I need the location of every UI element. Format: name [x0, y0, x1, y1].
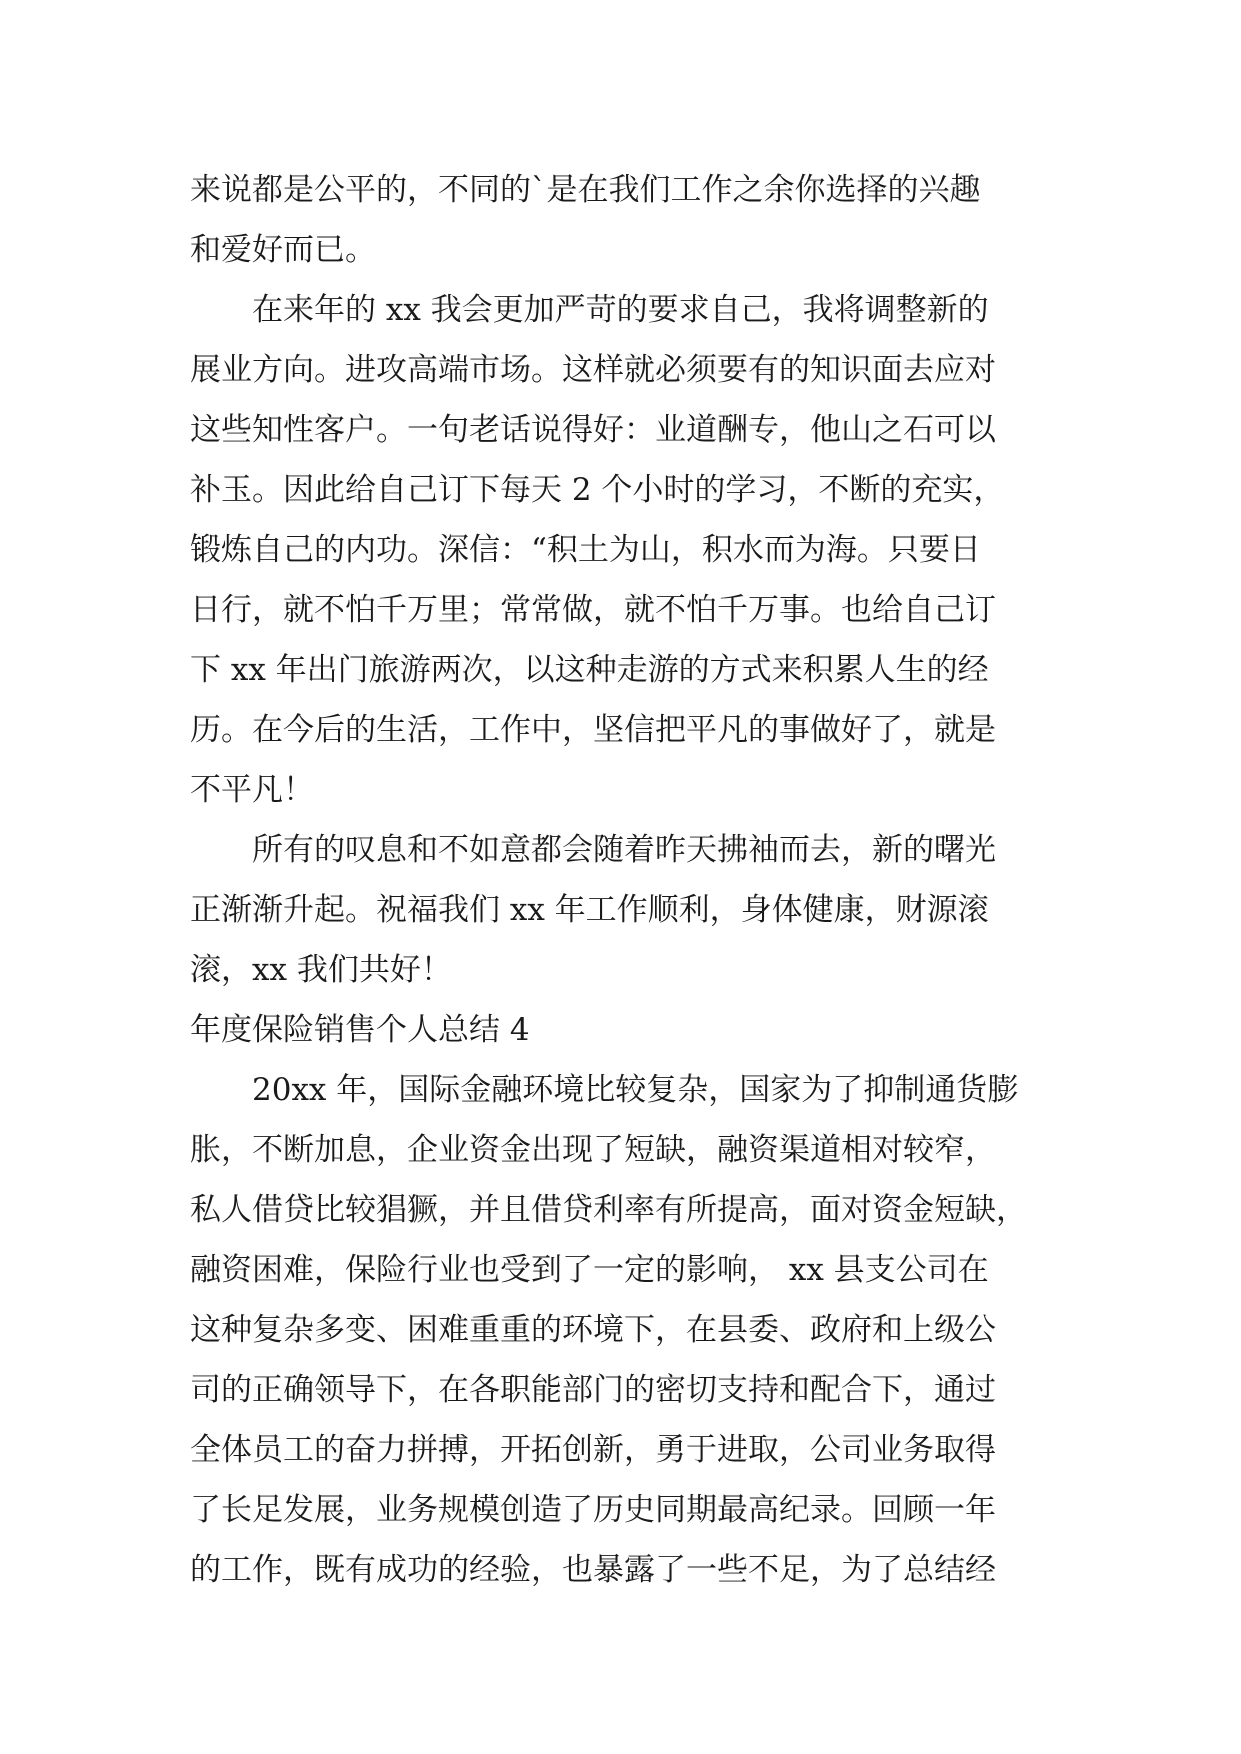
text-line: 锻炼自己的内功。深信：“积土为山，积水而为海。只要日 [190, 532, 981, 568]
text-line: 在来年的 xx 我会更加严苛的要求自己，我将调整新的 [190, 292, 989, 328]
text-line: 了长足发展，业务规模创造了历史同期最高纪录。回顾一年 [190, 1492, 996, 1528]
text-line: 正渐渐升起。祝福我们 xx 年工作顺利，身体健康，财源滚 [190, 892, 989, 928]
text-line: 胀，不断加息，企业资金出现了短缺，融资渠道相对较窄， [190, 1132, 996, 1168]
text-line: 历。在今后的生活，工作中，坚信把平凡的事做好了，就是 [190, 712, 996, 748]
text-line: 滚，xx 我们共好！ [190, 952, 452, 988]
text-line: 这种复杂多变、困难重重的环境下，在县委、政府和上级公 [190, 1312, 996, 1348]
text-line: 私人借贷比较猖獗，并且借贷利率有所提高，面对资金短缺， [190, 1192, 1027, 1228]
text-line: 的工作，既有成功的经验，也暴露了一些不足，为了总结经 [190, 1552, 996, 1588]
text-line: 补玉。因此给自己订下每天 2 个小时的学习，不断的充实， [190, 472, 1005, 508]
text-line: 不平凡！ [190, 772, 314, 808]
text-line: 司的正确领导下，在各职能部门的密切支持和配合下，通过 [190, 1372, 996, 1408]
text-line: 全体员工的奋力拼搏，开拓创新，勇于进取，公司业务取得 [190, 1432, 996, 1468]
text-line: 下 xx 年出门旅游两次，以这种走游的方式来积累人生的经 [190, 652, 989, 688]
text-line: 和爱好而已。 [190, 232, 376, 268]
text-line: 来说都是公平的，不同的`是在我们工作之余你选择的兴趣 [190, 172, 981, 208]
text-line: 融资困难，保险行业也受到了一定的影响， xx 县支公司在 [190, 1252, 989, 1288]
text-line: 20xx 年，国际金融环境比较复杂，国家为了抑制通货膨 [190, 1072, 1019, 1108]
section-heading: 年度保险销售个人总结 4 [190, 1012, 530, 1048]
text-line: 所有的叹息和不如意都会随着昨天拂袖而去，新的曙光 [190, 832, 996, 868]
text-line: 日行，就不怕千万里；常常做，就不怕千万事。也给自己订 [190, 592, 996, 628]
text-line: 这些知性客户。一句老话说得好：业道酬专，他山之石可以 [190, 412, 996, 448]
text-line: 展业方向。进攻高端市场。这样就必须要有的知识面去应对 [190, 352, 996, 388]
document-body [190, 160, 1070, 1600]
